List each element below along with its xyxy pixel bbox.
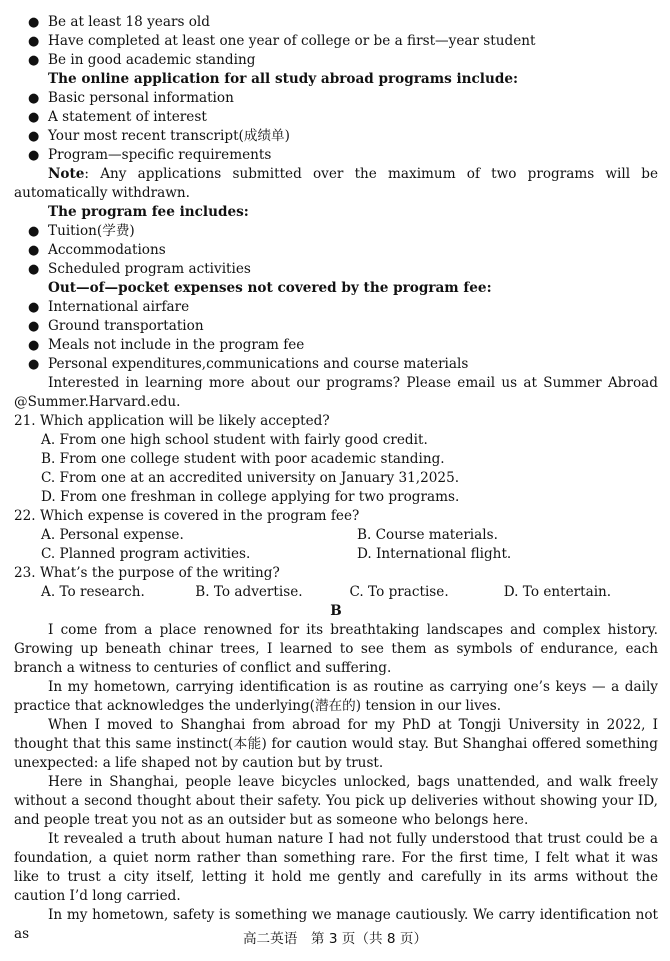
oop-item: ● International airfare — [14, 298, 658, 317]
page-footer: 高二英语 第 3 页（共 8 页） — [242, 931, 428, 947]
question-22-option-b[interactable]: B. Course materials. — [357, 527, 498, 543]
question-23-stem: 23. What’s the purpose of the writing? — [14, 565, 280, 581]
fee-item: ● Tuition(学费) — [14, 222, 658, 241]
passage-paragraph: I come from a place renowned for its breathtaking landscapes and complex history. Growing up beneath chinar trees, I learned to see them as symbols of endurance, each branch a witness to centuries of conflict and suffering. — [14, 622, 658, 676]
question-23-option-c[interactable]: C. To practise. — [349, 584, 449, 600]
application-item: ● A statement of interest — [14, 108, 658, 127]
question-22-option-d[interactable]: D. International flight. — [357, 546, 512, 562]
question-22-option-a[interactable]: A. Personal expense. — [41, 527, 184, 543]
question-23-option-a[interactable]: A. To research. — [41, 584, 145, 600]
fee-item: ● Scheduled program activities — [14, 260, 658, 279]
question-22-options-row — [14, 526, 658, 545]
note-paragraph — [14, 165, 658, 203]
requirement-item: ● Have completed at least one year of college or be a first—year student — [14, 32, 658, 51]
contact-paragraph: Interested in learning more about our programs? Please email us at Summer Abroad @Summer.Harvard.edu. — [14, 375, 658, 410]
passage-paragraph: In my hometown, safety is something we manage cautiously. We carry identification not as — [14, 907, 658, 942]
oop-item: ● Meals not include in the program fee — [14, 336, 658, 355]
fee-heading: The program fee includes: — [48, 204, 249, 220]
question-21-stem: 21. Which application will be likely accepted? — [14, 413, 330, 429]
section-b-heading: B — [330, 603, 342, 619]
note-text: : Any applications submitted over the maximum of two programs will be automatically withdrawn. — [14, 166, 658, 201]
application-item: ● Basic personal information — [14, 89, 658, 108]
passage-paragraph: Here in Shanghai, people leave bicycles unlocked, bags unattended, and walk freely without a second thought about their safety. You pick up deliveries without showing your ID, and people treat you not as an outsider but as someone who belongs here. — [14, 774, 658, 828]
passage-paragraph: When I moved to Shanghai from abroad for my PhD at Tongji University in 2022, I thought that this same instinct(本能) for caution would stay. But Shanghai offered something unexpected: a life shaped not by caution but by trust. — [14, 717, 658, 771]
question-22-option-c[interactable]: C. Planned program activities. — [41, 546, 251, 562]
note-label: Note — [48, 166, 85, 182]
exam-page — [14, 13, 658, 944]
passage-paragraph: It revealed a truth about human nature I had not fully understood that trust could be a foundation, a quiet norm rather than something rare. For the first time, I felt what it was like to trust a city itself, letting it hold me gently and carefully in its arms without the caution I’d long carried. — [14, 831, 658, 904]
application-item: ● Program—specific requirements — [14, 146, 658, 165]
oop-heading: Out—of—pocket expenses not covered by the program fee: — [48, 280, 492, 296]
oop-item: ● Personal expenditures,communications and course materials — [14, 355, 658, 374]
question-21-option-c[interactable]: C. From one at an accredited university on January 31,2025. — [41, 470, 460, 486]
application-item: ● Your most recent transcript(成绩单) — [14, 127, 658, 146]
question-21-option-a[interactable]: A. From one high school student with fairly good credit. — [41, 432, 428, 448]
question-22-options-row — [14, 545, 658, 564]
question-23-option-b[interactable]: B. To advertise. — [195, 584, 303, 600]
application-heading: The online application for all study abroad programs include: — [48, 71, 519, 87]
passage-paragraph: In my hometown, carrying identification is as routine as carrying one’s keys — a daily practice that acknowledges the underlying(潜在的) tension in our lives. — [14, 679, 658, 714]
question-21-option-d[interactable]: D. From one freshman in college applying for two programs. — [41, 489, 460, 505]
fee-item: ● Accommodations — [14, 241, 658, 260]
question-22-stem: 22. Which expense is covered in the program fee? — [14, 508, 360, 524]
requirement-item: ● Be in good academic standing — [14, 51, 658, 70]
requirement-item: ● Be at least 18 years old — [14, 13, 658, 32]
question-23-option-d[interactable]: D. To entertain. — [503, 584, 612, 600]
question-21-option-b[interactable]: B. From one college student with poor academic standing. — [41, 451, 445, 467]
oop-item: ● Ground transportation — [14, 317, 658, 336]
question-23-options-row — [14, 583, 658, 602]
